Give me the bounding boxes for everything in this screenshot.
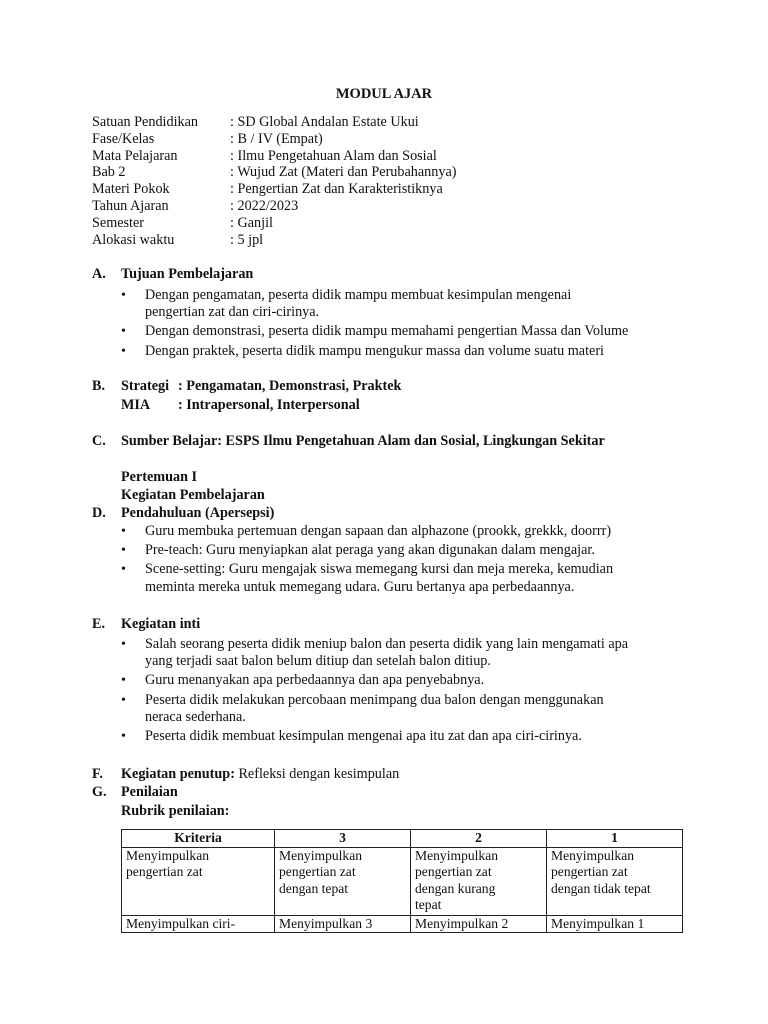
info-row — [92, 232, 457, 249]
info-row — [92, 181, 457, 198]
cell-line: Menyimpulkan — [415, 847, 499, 863]
section-c — [92, 433, 605, 450]
info-value: : Ganjil — [230, 214, 273, 231]
section-e-list — [121, 636, 681, 745]
mia-label: MIA — [121, 397, 151, 413]
cell-line: pengertian zat — [415, 864, 492, 880]
section-title: Kegiatan inti — [121, 616, 201, 632]
list-item-line: • Dengan demonstrasi, peserta didik mampu memahami pengertian Massa dan Volume — [145, 323, 629, 340]
kegiatan-penutup-text: Refleksi dengan kesimpulan — [234, 766, 400, 782]
cell-line: Menyimpulkan — [126, 847, 210, 863]
section-e-heading — [92, 616, 200, 633]
info-label: Mata Pelajaran — [92, 147, 178, 164]
mia-value: : Intrapersonal, Interpersonal — [178, 397, 360, 413]
table-cell — [547, 915, 683, 933]
table-cell — [275, 915, 411, 933]
list-item — [121, 561, 681, 595]
list-item — [121, 343, 681, 360]
rubric-table — [121, 829, 683, 933]
list-item-line: yang terjadi saat balon belum ditiup dan setelah balon ditiup. — [145, 653, 491, 670]
section-letter: F. — [92, 766, 103, 782]
list-item-line: neraca sederhana. — [145, 708, 246, 725]
section-b-mia — [121, 397, 360, 414]
info-block — [92, 114, 457, 248]
section-letter: D. — [92, 505, 106, 521]
cell-line: dengan kurang — [415, 880, 496, 896]
table-cell — [122, 915, 275, 933]
list-item — [121, 692, 681, 726]
list-item — [121, 323, 681, 340]
cell-line: pengertian zat — [279, 864, 356, 880]
sumber-belajar-text: Sumber Belajar: ESPS Ilmu Pengetahuan Alam dan Sosial, Lingkungan Sekitar — [121, 433, 605, 449]
column-header: 1 — [547, 830, 683, 848]
list-item-line: • Guru membuka pertemuan dengan sapaan dan alphazone (prookk, grekkk, doorrr) — [145, 523, 612, 539]
list-item-line: • Dengan pengamatan, peserta didik mampu membuat kesimpulan mengenai — [145, 287, 572, 303]
section-d-heading — [92, 505, 274, 522]
list-item-line: pengertian zat dan ciri-cirinya. — [145, 304, 320, 321]
info-label: Alokasi waktu — [92, 231, 175, 248]
list-item — [121, 672, 681, 689]
section-letter: C. — [92, 433, 106, 449]
section-letter: E. — [92, 616, 106, 632]
section-d-list — [121, 523, 681, 596]
list-item-line: meminta mereka untuk memegang udara. Guru bertanya apa perbedaannya. — [145, 578, 575, 595]
cell-line: dengan tepat — [279, 880, 349, 896]
cell-line: pengertian zat — [551, 864, 628, 880]
table-row — [122, 847, 683, 915]
table-cell — [411, 847, 547, 915]
section-title: Tujuan Pembelajaran — [121, 266, 254, 282]
info-value: : Wujud Zat (Materi dan Perubahannya) — [230, 164, 457, 181]
cell-line: Menyimpulkan ciri- — [126, 915, 236, 931]
list-item-line: • Guru menanyakan apa perbedaannya dan apa penyebabnya. — [145, 672, 485, 689]
cell-line: Menyimpulkan 3 — [279, 915, 373, 931]
section-f — [92, 766, 399, 783]
document-title: MODUL AJAR — [335, 86, 433, 102]
info-value: : 5 jpl — [230, 231, 264, 248]
info-label: Fase/Kelas — [92, 130, 155, 147]
cell-line: Menyimpulkan 2 — [415, 915, 509, 931]
table-cell — [275, 847, 411, 915]
rubrik-title: Rubrik penilaian: — [121, 803, 230, 819]
info-row — [92, 164, 457, 181]
info-row — [92, 131, 457, 148]
kegiatan-penutup-label: Kegiatan penutup: — [121, 766, 235, 782]
list-item — [121, 542, 681, 559]
kegiatan-pembelajaran-title: Kegiatan Pembelajaran — [121, 487, 265, 503]
info-row — [92, 198, 457, 215]
list-item-line: • Peserta didik melakukan percobaan menimpang dua balon dengan menggunakan — [145, 691, 604, 708]
pertemuan-title: Pertemuan I — [121, 469, 198, 485]
section-title: Penilaian — [121, 784, 178, 800]
section-a-list — [121, 287, 681, 360]
list-item — [121, 636, 681, 670]
info-label: Tahun Ajaran — [92, 197, 169, 214]
list-item-line: • Salah seorang peserta didik meniup balon dan peserta didik yang lain mengamati apa — [145, 636, 629, 652]
table-row — [122, 915, 683, 933]
strategi-label: Strategi — [121, 378, 170, 394]
section-title: Pendahuluan (Apersepsi) — [121, 505, 275, 521]
column-header: 2 — [411, 830, 547, 848]
cell-line: Menyimpulkan — [551, 847, 635, 863]
list-item — [121, 523, 681, 540]
list-item-line: • Pre-teach: Guru menyiapkan alat peraga yang akan digunakan dalam mengajar. — [145, 542, 595, 559]
info-value: : B / IV (Empat) — [230, 130, 323, 147]
table-cell — [411, 915, 547, 933]
section-letter: B. — [92, 378, 106, 394]
info-value: : Ilmu Pengetahuan Alam dan Sosial — [230, 147, 437, 164]
section-a-heading — [92, 266, 253, 283]
section-letter: G. — [92, 784, 107, 800]
column-header: 3 — [275, 830, 411, 848]
list-item-line: • Peserta didik membuat kesimpulan mengenai apa itu zat dan apa ciri-cirinya. — [145, 728, 582, 745]
list-item — [121, 287, 681, 321]
table-header-row — [122, 830, 683, 848]
cell-line: Menyimpulkan — [279, 847, 363, 863]
info-row — [92, 114, 457, 131]
info-label: Satuan Pendidikan — [92, 114, 198, 130]
section-b-strategi — [92, 378, 401, 395]
info-row — [92, 215, 457, 232]
info-value: : 2022/2023 — [230, 197, 299, 214]
column-header: Kriteria — [122, 830, 275, 848]
list-item-line: • Dengan praktek, peserta didik mampu mengukur massa dan volume suatu materi — [145, 342, 604, 359]
info-value: : Pengertian Zat dan Karakteristiknya — [230, 181, 443, 198]
cell-line: pengertian zat — [126, 864, 203, 880]
cell-line: Menyimpulkan 1 — [551, 915, 645, 931]
info-row — [92, 148, 457, 165]
info-label: Semester — [92, 214, 145, 231]
cell-line: tepat — [415, 897, 442, 913]
table-cell — [122, 847, 275, 915]
list-item — [121, 728, 681, 745]
info-label: Materi Pokok — [92, 181, 170, 198]
table-cell — [547, 847, 683, 915]
cell-line: dengan tidak tepat — [551, 880, 651, 896]
strategi-value: : Pengamatan, Demonstrasi, Praktek — [178, 378, 402, 394]
section-letter: A. — [92, 266, 106, 282]
info-value: : SD Global Andalan Estate Ukui — [230, 114, 419, 130]
list-item-line: • Scene-setting: Guru mengajak siswa memegang kursi dan meja mereka, kemudian — [145, 561, 614, 578]
section-g-heading — [92, 784, 178, 801]
info-label: Bab 2 — [92, 164, 126, 181]
